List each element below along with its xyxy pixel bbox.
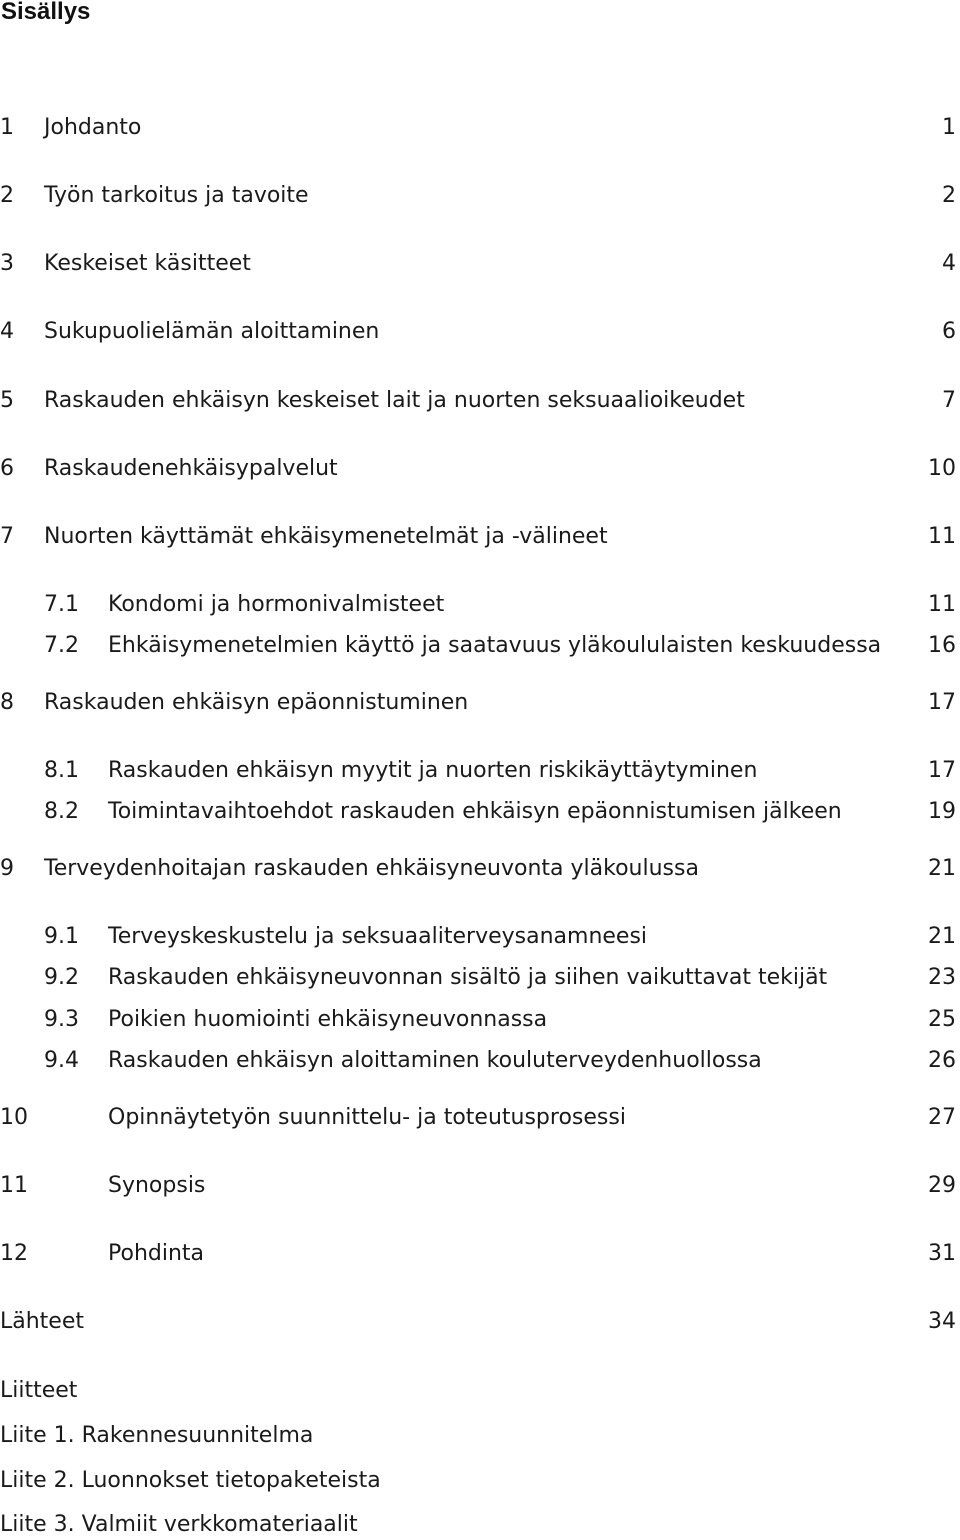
toc-title: Ehkäisymenetelmien käyttö ja saatavuus yläkoululaisten keskuudessa xyxy=(108,633,882,658)
toc-number: 1 xyxy=(0,115,14,140)
annex-item[interactable]: Liite 1. Rakennesuunnitelma xyxy=(0,1423,314,1448)
page-title: Sisällys xyxy=(1,0,91,25)
toc-number: 7.1 xyxy=(44,592,79,617)
toc-page: 2 xyxy=(942,183,956,208)
toc-title: Lähteet xyxy=(0,1309,85,1334)
toc-page: 19 xyxy=(928,799,956,824)
annex-item[interactable]: Liite 3. Valmiit verkkomateriaalit xyxy=(0,1512,358,1537)
toc-number: 7 xyxy=(0,524,14,549)
toc-title: Raskauden ehkäisyn keskeiset lait ja nuorten seksuaalioikeudet xyxy=(44,388,745,413)
toc-entry[interactable] xyxy=(0,317,960,347)
toc-page: 16 xyxy=(928,633,956,658)
toc-number: 9.3 xyxy=(44,1007,79,1032)
toc-title: Johdanto xyxy=(44,115,142,140)
toc-entry[interactable] xyxy=(0,454,960,484)
toc-subentry[interactable] xyxy=(0,963,960,993)
annexes-heading: Liitteet xyxy=(0,1378,78,1403)
toc-entry[interactable] xyxy=(0,1171,960,1201)
toc-number: 9.1 xyxy=(44,924,79,949)
toc-number: 12 xyxy=(0,1241,28,1266)
toc-number: 6 xyxy=(0,456,14,481)
toc-title: Raskaudenehkäisypalvelut xyxy=(44,456,338,481)
toc-title: Raskauden ehkäisyn aloittaminen kouluterveydenhuollossa xyxy=(108,1048,762,1073)
toc-title: Nuorten käyttämät ehkäisymenetelmät ja -välineet xyxy=(44,524,608,549)
toc-page: 10 xyxy=(928,456,956,481)
toc-number: 8.2 xyxy=(44,799,79,824)
toc-entry-references[interactable] xyxy=(0,1307,960,1337)
toc-subentry[interactable] xyxy=(0,922,960,952)
toc-entry[interactable] xyxy=(0,386,960,416)
toc-page: 6 xyxy=(942,319,956,344)
toc-page: 31 xyxy=(928,1241,956,1266)
toc-subentry[interactable] xyxy=(0,797,960,827)
toc-title: Raskauden ehkäisyn myytit ja nuorten riskikäyttäytyminen xyxy=(108,758,758,783)
toc-page: 34 xyxy=(928,1309,956,1334)
toc-title: Opinnäytetyön suunnittelu- ja toteutusprosessi xyxy=(108,1105,626,1130)
toc-entry[interactable] xyxy=(0,113,960,143)
toc-title: Poikien huomiointi ehkäisyneuvonnassa xyxy=(108,1007,548,1032)
toc-number: 9.2 xyxy=(44,965,79,990)
toc-subentry[interactable] xyxy=(0,1046,960,1076)
toc-number: 3 xyxy=(0,251,14,276)
toc-page: 21 xyxy=(928,924,956,949)
toc-page: 27 xyxy=(928,1105,956,1130)
toc-subentry[interactable] xyxy=(0,1005,960,1035)
toc-page: 23 xyxy=(928,965,956,990)
toc-entry[interactable] xyxy=(0,688,960,718)
toc-title: Pohdinta xyxy=(108,1241,205,1266)
toc-entry[interactable] xyxy=(0,1239,960,1269)
toc-title: Sukupuolielämän aloittaminen xyxy=(44,319,380,344)
toc-page: 26 xyxy=(928,1048,956,1073)
toc-page: 17 xyxy=(928,758,956,783)
toc-entry[interactable] xyxy=(0,854,960,884)
toc-number: 9.4 xyxy=(44,1048,79,1073)
toc-page: 21 xyxy=(928,856,956,881)
toc-entry[interactable] xyxy=(0,181,960,211)
toc-subentry[interactable] xyxy=(0,631,960,661)
toc-title: Raskauden ehkäisyneuvonnan sisältö ja siihen vaikuttavat tekijät xyxy=(108,965,828,990)
toc-number: 9 xyxy=(0,856,14,881)
toc-title: Kondomi ja hormonivalmisteet xyxy=(108,592,445,617)
toc-number: 8.1 xyxy=(44,758,79,783)
toc-page: 17 xyxy=(928,690,956,715)
toc-page: 25 xyxy=(928,1007,956,1032)
toc-title: Toimintavaihtoehdot raskauden ehkäisyn epäonnistumisen jälkeen xyxy=(108,799,842,824)
toc-title: Työn tarkoitus ja tavoite xyxy=(44,183,309,208)
toc-number: 11 xyxy=(0,1173,28,1198)
toc-page: 11 xyxy=(928,524,956,549)
toc-page: 7 xyxy=(942,388,956,413)
annex-item[interactable]: Liite 2. Luonnokset tietopaketeista xyxy=(0,1468,381,1493)
toc-subentry[interactable] xyxy=(0,756,960,786)
toc-title: Terveydenhoitajan raskauden ehkäisyneuvonta yläkoulussa xyxy=(44,856,699,881)
toc-page: 1 xyxy=(942,115,956,140)
toc-page: 29 xyxy=(928,1173,956,1198)
toc-number: 5 xyxy=(0,388,14,413)
toc-title: Terveyskeskustelu ja seksuaaliterveysanamneesi xyxy=(108,924,648,949)
toc-number: 8 xyxy=(0,690,14,715)
toc-number: 2 xyxy=(0,183,14,208)
toc-title: Raskauden ehkäisyn epäonnistuminen xyxy=(44,690,469,715)
toc-page: 11 xyxy=(928,592,956,617)
toc-number: 10 xyxy=(0,1105,28,1130)
toc-entry[interactable] xyxy=(0,249,960,279)
toc-title: Synopsis xyxy=(108,1173,206,1198)
toc-entry[interactable] xyxy=(0,522,960,552)
toc-page: 4 xyxy=(942,251,956,276)
toc-number: 4 xyxy=(0,319,14,344)
toc-title: Keskeiset käsitteet xyxy=(44,251,251,276)
toc-entry[interactable] xyxy=(0,1103,960,1133)
toc-subentry[interactable] xyxy=(0,590,960,620)
toc-number: 7.2 xyxy=(44,633,79,658)
